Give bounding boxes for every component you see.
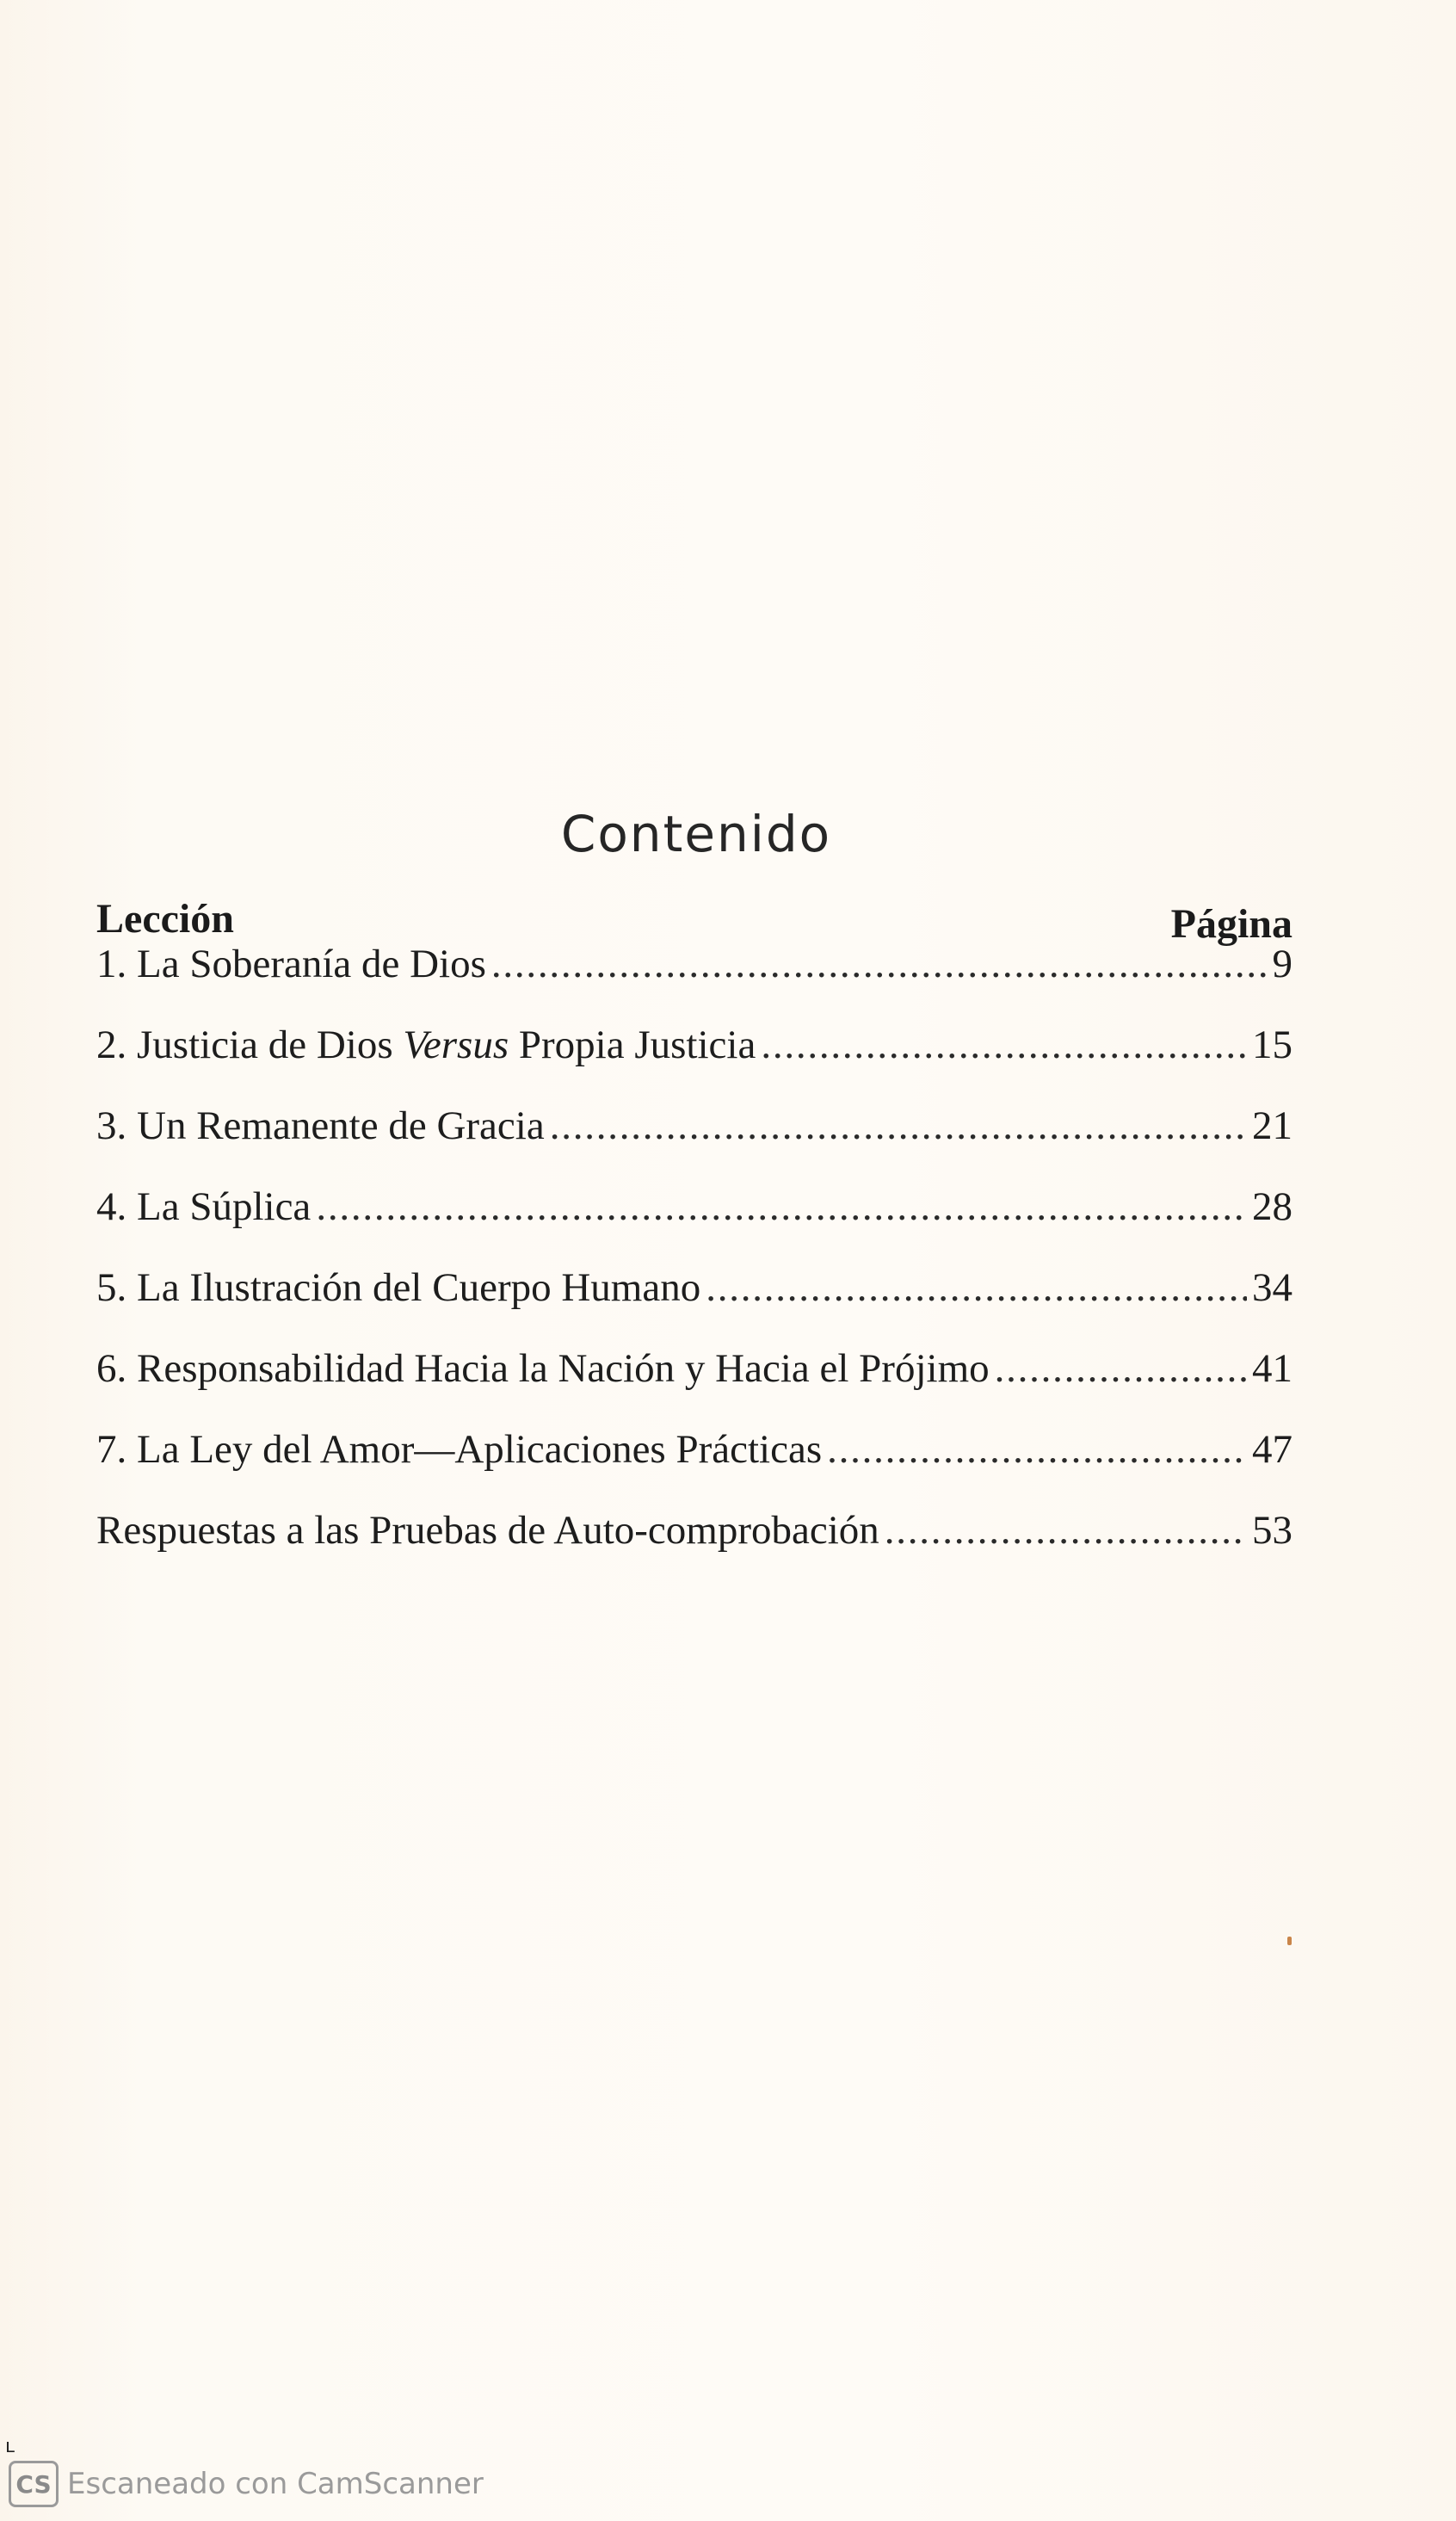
dot-leader — [491, 938, 1268, 990]
toc-entry-title: La Ley del Amor—Aplicaciones Prácticas — [137, 1427, 823, 1472]
toc-entry — [96, 938, 1293, 1019]
toc-entry-title-part: Propia Justicia — [509, 1023, 756, 1067]
toc-entry-page: 47 — [1252, 1427, 1293, 1472]
toc-entry-page: 9 — [1272, 942, 1293, 986]
column-header-leccion: Lección — [96, 896, 234, 942]
toc-entry — [96, 1181, 1293, 1262]
dot-leader — [706, 1262, 1247, 1313]
table-of-contents — [96, 938, 1293, 1585]
toc-entry-title: Respuestas a las Pruebas de Auto-comprobación — [96, 1508, 879, 1553]
toc-entry — [96, 1100, 1293, 1181]
toc-entry-page: 15 — [1252, 1023, 1293, 1067]
scan-speck — [1287, 1937, 1292, 1945]
toc-entry-number: 4. — [96, 1184, 137, 1229]
dot-leader — [827, 1424, 1247, 1475]
dot-leader — [550, 1100, 1247, 1152]
page-corner-mark: ʟ — [5, 2436, 15, 2457]
toc-entry-page: 41 — [1252, 1346, 1293, 1391]
toc-entry — [96, 1343, 1293, 1424]
toc-entry-number: 3. — [96, 1103, 137, 1148]
toc-entry-number: 2. — [96, 1023, 137, 1067]
toc-entry-title: La Súplica — [137, 1184, 312, 1229]
toc-entry-page: 21 — [1252, 1103, 1293, 1148]
toc-entry-title-italic: Versus — [403, 1023, 509, 1067]
toc-entry-page: 53 — [1252, 1508, 1293, 1553]
column-header-pagina: Página — [1170, 901, 1293, 947]
toc-entry-title: Un Remanente de Gracia — [137, 1103, 545, 1148]
camscanner-logo-icon: CS — [9, 2461, 59, 2507]
toc-entry-number: 5. — [96, 1265, 137, 1310]
toc-entry — [96, 1505, 1293, 1585]
toc-entry-title: Responsabilidad Hacia la Nación y Hacia el Prójimo — [137, 1346, 990, 1391]
toc-entry — [96, 1019, 1293, 1100]
toc-entry-number: 7. — [96, 1427, 137, 1472]
dot-leader — [995, 1343, 1247, 1394]
toc-entry — [96, 1424, 1293, 1505]
toc-entry-title: La Soberanía de Dios — [137, 942, 486, 986]
toc-entry-title — [137, 1019, 756, 1071]
toc-entry-title-part: Justicia de Dios — [137, 1023, 404, 1067]
dot-leader — [885, 1505, 1247, 1556]
toc-entry-page: 28 — [1252, 1184, 1293, 1229]
toc-entry-number: 6. — [96, 1346, 137, 1391]
toc-entry-page: 34 — [1252, 1265, 1293, 1310]
toc-entry-title: La Ilustración del Cuerpo Humano — [137, 1265, 701, 1310]
watermark-text: Escaneado con CamScanner — [67, 2467, 484, 2501]
dot-leader — [761, 1019, 1247, 1071]
dot-leader — [316, 1181, 1247, 1233]
toc-entry — [96, 1262, 1293, 1343]
toc-entry-number: 1. — [96, 942, 137, 986]
scanner-watermark — [9, 2458, 484, 2510]
page-title: Contenido — [560, 805, 832, 863]
